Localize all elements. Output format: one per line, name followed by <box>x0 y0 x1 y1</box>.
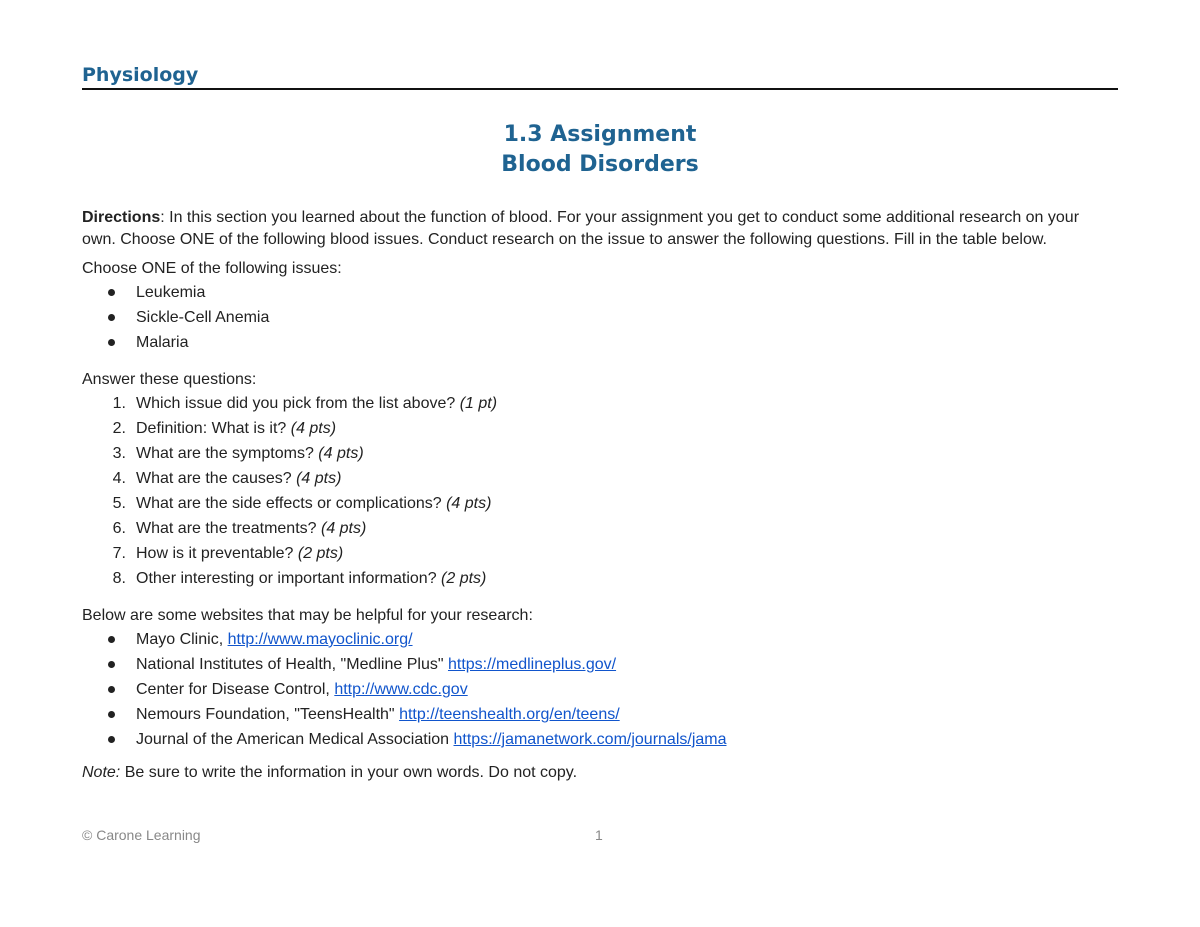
question-text: Other interesting or important information? <box>136 570 442 587</box>
list-item <box>82 441 1092 466</box>
main-content <box>82 207 1092 784</box>
website-name: Journal of the American Medical Association <box>136 731 454 748</box>
question-text: What are the causes? <box>136 470 297 487</box>
website-name: Nemours Foundation, "TeensHealth" <box>136 706 400 723</box>
question-points: (2 pts) <box>297 545 344 562</box>
item-number: 2. <box>112 420 126 437</box>
issue-label: Malaria <box>136 334 189 351</box>
issues-intro: Choose ONE of the following issues: <box>82 260 342 277</box>
list-item <box>82 280 1092 305</box>
question-text: Definition: What is it? <box>136 420 291 437</box>
assignment-title <box>82 120 1118 180</box>
website-link[interactable]: https://jamanetwork.com/journals/jama <box>453 731 727 748</box>
footer-copyright: © Carone Learning <box>82 827 201 843</box>
website-link[interactable]: https://medlineplus.gov/ <box>447 656 617 673</box>
questions-list <box>82 391 1092 591</box>
directions-label: Directions <box>82 209 161 226</box>
question-text: What are the treatments? <box>136 520 321 537</box>
list-item <box>82 677 1092 702</box>
footer-page-number: 1 <box>595 827 603 843</box>
website-name: National Institutes of Health, "Medline Plus" <box>136 656 448 673</box>
bullet-icon <box>108 661 115 668</box>
bullet-icon <box>108 339 115 346</box>
note-label: Note: <box>82 764 121 781</box>
item-number: 4. <box>112 470 126 487</box>
list-item <box>82 541 1092 566</box>
website-name: Center for Disease Control, <box>136 681 335 698</box>
header-title: Physiology <box>82 64 199 86</box>
title-line-2: Blood Disorders <box>501 152 699 177</box>
question-points: (4 pts) <box>320 520 367 537</box>
list-item <box>82 330 1092 355</box>
question-text: How is it preventable? <box>136 545 298 562</box>
bullet-icon <box>108 686 115 693</box>
list-item <box>82 727 1092 752</box>
question-text: What are the symptoms? <box>136 445 319 462</box>
item-number: 1. <box>112 395 126 412</box>
directions-text: : In this section you learned about the function of blood. For your assignment you get to conduct some additional research on your own. Choose ONE of the following blood issues. Conduct research on the issue to answer the following questions. Fill in the table below. <box>82 209 1080 248</box>
directions-paragraph <box>82 207 1092 251</box>
list-item <box>82 652 1092 677</box>
list-item <box>82 416 1092 441</box>
questions-intro: Answer these questions: <box>82 371 257 388</box>
item-number: 6. <box>112 520 126 537</box>
bullet-icon <box>108 636 115 643</box>
question-points: (4 pts) <box>290 420 337 437</box>
issues-list <box>82 280 1092 355</box>
bullet-icon <box>108 289 115 296</box>
websites-intro: Below are some websites that may be helpful for your research: <box>82 607 533 624</box>
question-text: Which issue did you pick from the list above? <box>136 395 460 412</box>
list-item <box>82 466 1092 491</box>
list-item <box>82 491 1092 516</box>
item-number: 7. <box>112 545 126 562</box>
note-text: Be sure to write the information in your own words. Do not copy. <box>120 764 578 781</box>
list-item <box>82 566 1092 591</box>
issue-label: Leukemia <box>136 284 206 301</box>
question-points: (1 pt) <box>459 395 498 412</box>
note-paragraph <box>82 762 1092 784</box>
question-points: (4 pts) <box>446 495 492 512</box>
list-item <box>82 627 1092 652</box>
title-line-1: 1.3 Assignment <box>503 122 697 147</box>
bullet-icon <box>108 711 115 718</box>
list-item <box>82 516 1092 541</box>
website-link[interactable]: http://teenshealth.org/en/teens/ <box>399 706 620 723</box>
page-header <box>82 62 1118 90</box>
item-number: 3. <box>112 445 126 462</box>
websites-list <box>82 627 1092 752</box>
website-name: Mayo Clinic, <box>136 631 228 648</box>
question-points: (4 pts) <box>296 470 342 487</box>
bullet-icon <box>108 314 115 321</box>
issue-label: Sickle-Cell Anemia <box>136 309 270 326</box>
bullet-icon <box>108 736 115 743</box>
website-link[interactable]: http://www.mayoclinic.org/ <box>227 631 413 648</box>
question-text: What are the side effects or complications? <box>136 495 447 512</box>
item-number: 8. <box>112 570 126 587</box>
list-item <box>82 391 1092 416</box>
question-points: (2 pts) <box>441 570 487 587</box>
list-item <box>82 305 1092 330</box>
list-item <box>82 702 1092 727</box>
website-link[interactable]: http://www.cdc.gov <box>334 681 468 698</box>
item-number: 5. <box>112 495 126 512</box>
question-points: (4 pts) <box>318 445 364 462</box>
